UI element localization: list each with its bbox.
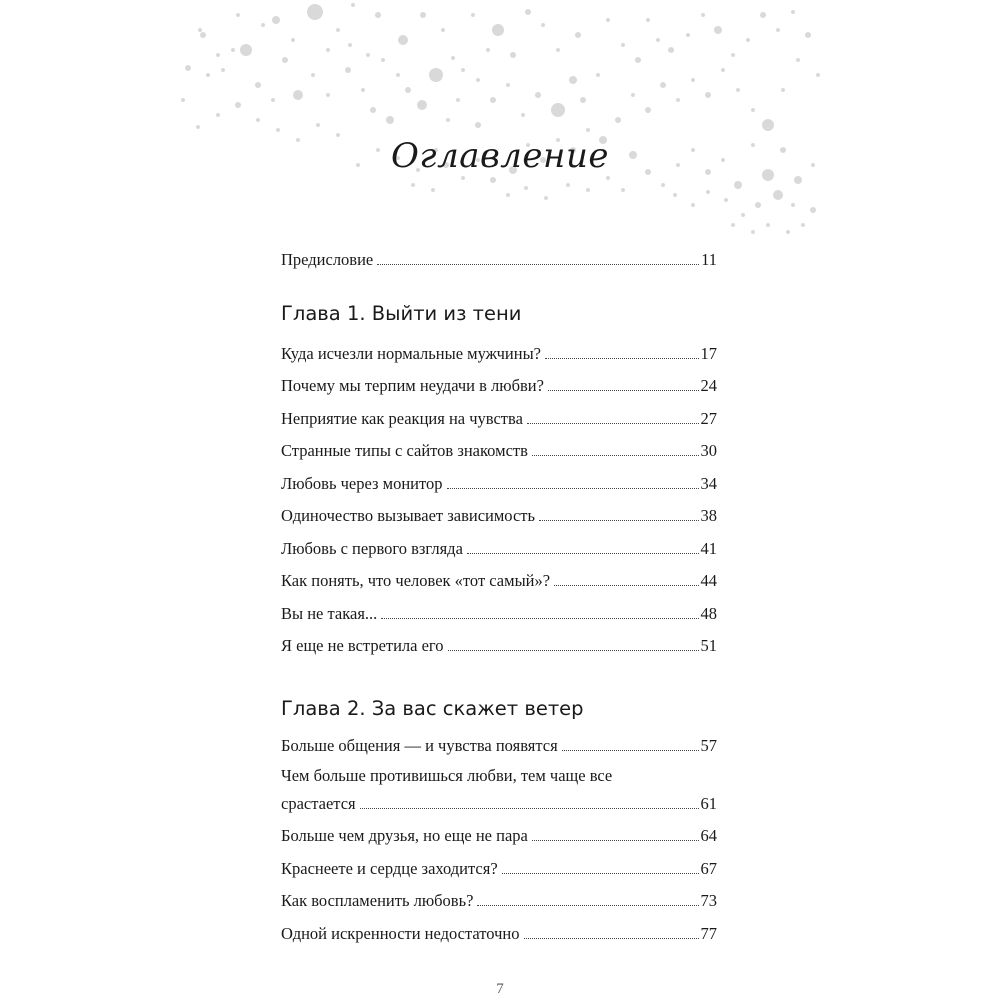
entry-page-number: 73 — [700, 891, 717, 910]
entry-second-line — [281, 790, 717, 820]
entry-label: Как понять, что человек «тот самый»? — [281, 571, 551, 590]
entry-page-number: 67 — [700, 858, 717, 878]
page-number-footer: 7 — [496, 981, 504, 997]
chapter-heading-1: Глава 1. Выйти из тени — [281, 301, 522, 325]
dot-leader — [524, 938, 699, 939]
entry-label: Почему мы терпим неудачи в любви? — [281, 376, 544, 395]
toc-entry[interactable] — [281, 468, 717, 501]
dot-leader — [548, 390, 699, 391]
entry-label: Предисловие — [281, 250, 374, 269]
entry-label-line-1: Чем больше противишься любви, тем чаще все — [281, 766, 613, 785]
toc-entry[interactable] — [281, 630, 717, 663]
chapter-heading-2: Глава 2. За вас скажет ветер — [281, 696, 584, 720]
toc-entry[interactable] — [281, 885, 717, 918]
entry-label: Больше общения — и чувства появятся — [281, 735, 558, 755]
entry-page-number: 27 — [700, 408, 717, 428]
entry-page-number: 11 — [701, 250, 717, 269]
entry-page-number: 51 — [700, 636, 717, 655]
dot-leader — [532, 455, 699, 456]
toc-entry-preface[interactable] — [281, 244, 717, 277]
dot-leader — [545, 358, 698, 359]
toc-entry[interactable] — [281, 762, 717, 820]
dot-leader — [477, 905, 698, 906]
toc-entry[interactable] — [281, 370, 717, 403]
toc-entry[interactable] — [281, 918, 717, 951]
toc-entry[interactable] — [281, 435, 717, 468]
entry-page-number: 17 — [700, 343, 717, 363]
entry-label: Одиночество вызывает зависимость — [281, 506, 536, 525]
entry-label: Странные типы с сайтов знакомств — [281, 441, 528, 460]
entry-page-number: 30 — [700, 441, 717, 460]
dot-leader — [502, 873, 699, 874]
entry-page-number: 77 — [700, 923, 717, 943]
entry-label: Краснеете и сердце заходится? — [281, 858, 498, 878]
toc-entry[interactable] — [281, 853, 717, 886]
entry-label: Больше чем друзья, но еще не пара — [281, 826, 528, 845]
dot-leader — [562, 750, 699, 751]
dot-leader — [448, 650, 699, 651]
entry-page-number: 24 — [700, 376, 717, 395]
toc-entry[interactable] — [281, 598, 717, 631]
entry-page-number: 61 — [700, 794, 717, 813]
toc-entry[interactable] — [281, 533, 717, 566]
entry-label: Любовь через монитор — [281, 473, 443, 493]
entry-page-number: 64 — [700, 826, 717, 845]
dot-leader — [377, 264, 699, 265]
dot-leader — [381, 618, 698, 619]
entry-page-number: 41 — [700, 538, 717, 558]
entry-label-line-2: срастается — [281, 794, 356, 813]
bubble-pattern-decoration — [178, 0, 820, 240]
toc-entry[interactable] — [281, 565, 717, 598]
entry-page-number: 44 — [700, 571, 717, 590]
toc-entry[interactable] — [281, 338, 717, 371]
dot-leader — [360, 808, 699, 809]
entry-label: Неприятие как реакция на чувства — [281, 408, 523, 428]
dot-leader — [467, 553, 699, 554]
toc-entry[interactable] — [281, 403, 717, 436]
entry-page-number: 34 — [700, 473, 717, 493]
dot-leader — [532, 840, 699, 841]
table-of-contents — [281, 244, 717, 950]
entry-label: Я еще не встретила его — [281, 636, 444, 655]
bubbles-icon — [178, 0, 820, 240]
dot-leader — [527, 423, 699, 424]
dot-leader — [554, 585, 698, 586]
dot-leader — [447, 488, 699, 489]
entry-label: Куда исчезли нормальные мужчины? — [281, 343, 542, 363]
entry-label: Любовь с первого взгляда — [281, 538, 463, 558]
entry-page-number: 57 — [700, 735, 717, 755]
dot-leader — [539, 520, 698, 521]
entry-page-number: 48 — [700, 603, 717, 623]
entry-label: Как воспламенить любовь? — [281, 891, 474, 910]
entry-label: Одной искренности недостаточно — [281, 923, 520, 943]
toc-entry[interactable] — [281, 820, 717, 853]
page-title: Оглавление — [391, 136, 609, 176]
toc-entry[interactable] — [281, 500, 717, 533]
entry-label: Вы не такая... — [281, 603, 378, 623]
entry-page-number: 38 — [700, 506, 717, 525]
toc-entry[interactable] — [281, 730, 717, 763]
